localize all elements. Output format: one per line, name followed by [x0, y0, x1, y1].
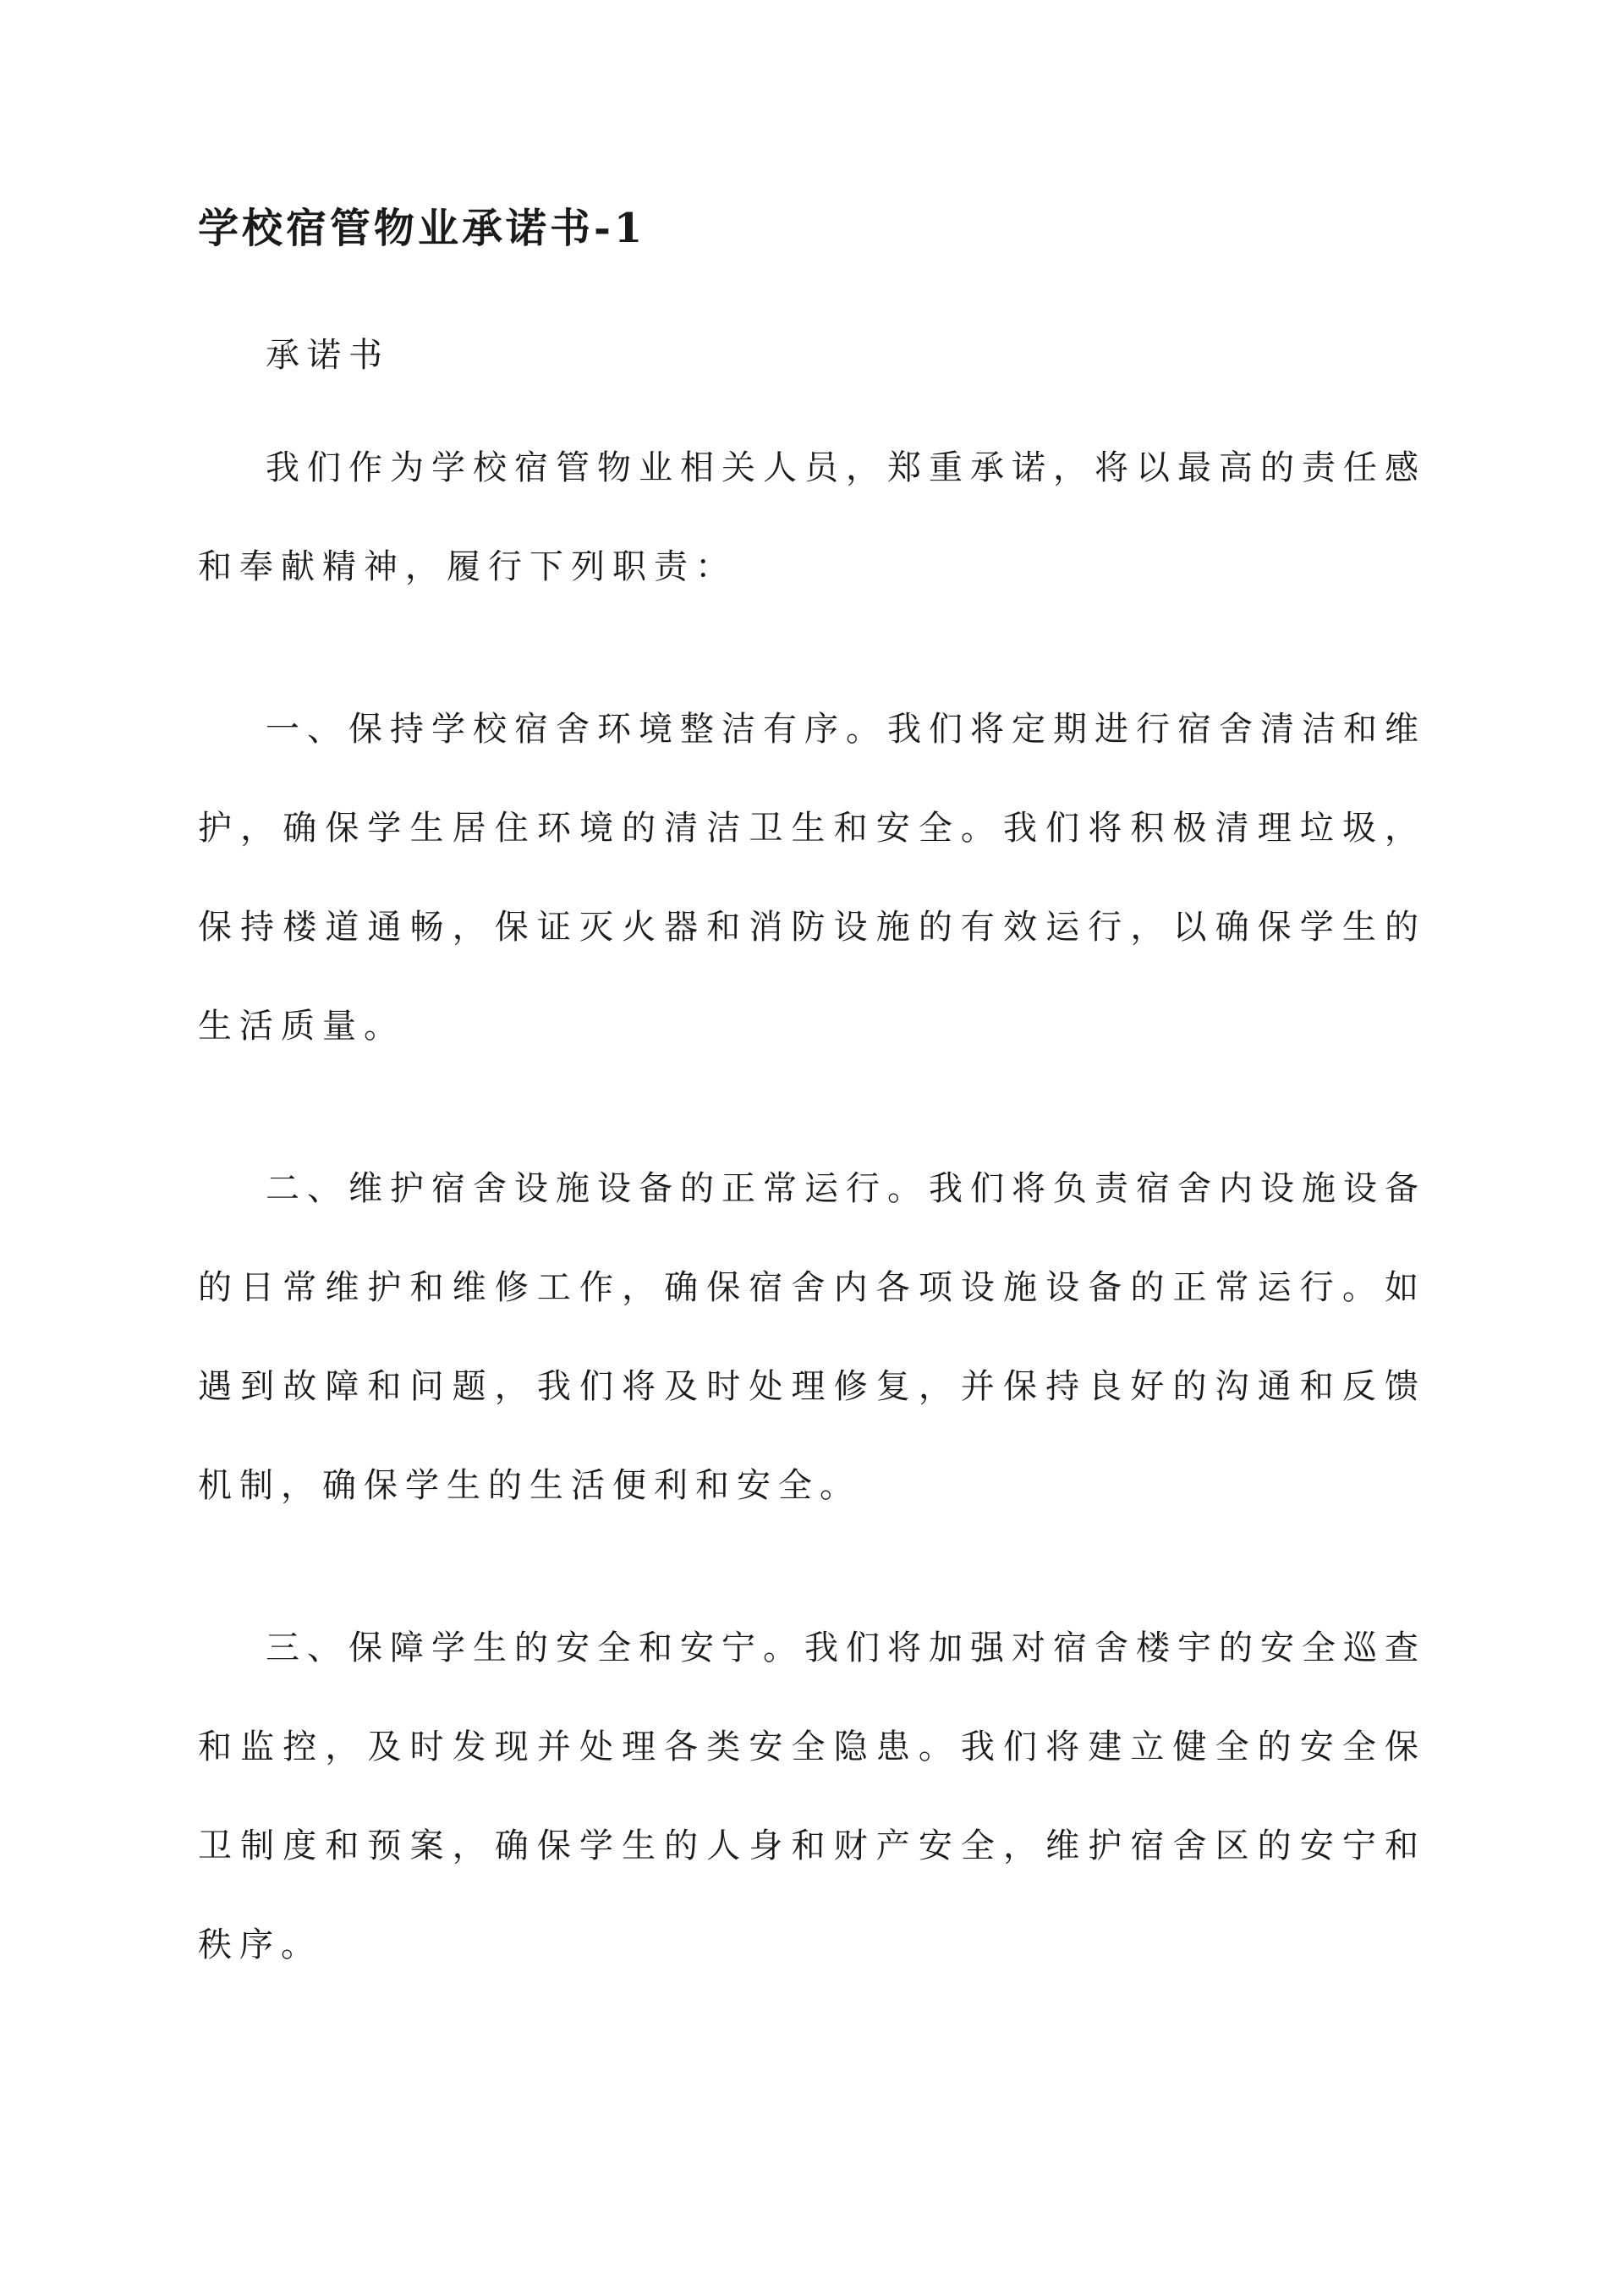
intro-paragraph: 我们作为学校宿管物业相关人员，郑重承诺，将以最高的责任感和奉献精神，履行下列职责：	[198, 448, 1426, 586]
document-title: 学校宿管物业承诺书-1	[198, 205, 646, 252]
paragraph-item-1: 一、保持学校宿舍环境整洁有序。我们将定期进行宿舍清洁和维护，确保学生居住环境的清洁卫生和安全。我们将积极清理垃圾，保持楼道通畅，保证灭火器和消防设施的有效运行，以确保学生的生活质量。	[198, 710, 1426, 1046]
paragraph-item-3: 三、保障学生的安全和安宁。我们将加强对宿舍楼宇的安全巡查和监控，及时发现并处理各类安全隐患。我们将建立健全的安全保卫制度和预案，确保学生的人身和财产安全，维护宿舍区的安宁和秩序。	[198, 1629, 1426, 1964]
document-body	[198, 330, 1426, 2058]
paragraph-item-2: 二、维护宿舍设施设备的正常运行。我们将负责宿舍内设施设备的日常维护和维修工作，确保宿舍内各项设施设备的正常运行。如遇到故障和问题，我们将及时处理修复，并保持良好的沟通和反馈机制，确保学生的生活便利和安全。	[198, 1169, 1426, 1505]
section-heading: 承诺书	[266, 336, 390, 375]
